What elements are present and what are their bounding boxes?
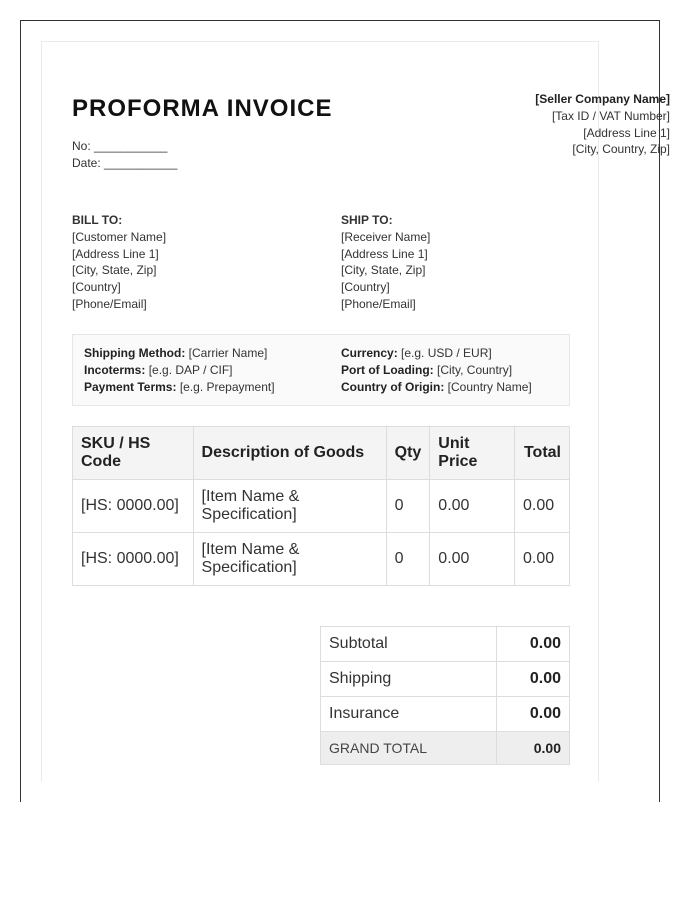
header-qty: Qty [386, 427, 430, 480]
shipping-info-box [72, 334, 570, 406]
ship-to-line: [Country] [341, 280, 390, 295]
cell-qty: 0 [386, 533, 430, 586]
bill-to-line: [Address Line 1] [72, 246, 159, 261]
invoice-date-field: Date: ___________ [72, 155, 178, 170]
grand-total-value: 0.00 [497, 732, 570, 765]
cell-unit-price: 0.00 [430, 533, 515, 586]
bill-to-block [72, 212, 166, 313]
ship-to-line: [Address Line 1] [341, 246, 428, 261]
grand-total-row [321, 732, 570, 765]
grand-total-label: GRAND TOTAL [321, 732, 497, 765]
header-sku: SKU / HS Code [73, 427, 194, 480]
items-table [72, 426, 570, 586]
seller-city: [City, Country, Zip] [572, 142, 670, 157]
totals-table [320, 626, 570, 765]
seller-name: [Seller Company Name] [535, 92, 670, 106]
cell-total: 0.00 [514, 480, 569, 533]
shipping-info-left [84, 345, 275, 396]
cell-total: 0.00 [514, 533, 569, 586]
header-total: Total [514, 427, 569, 480]
ship-to-block [341, 212, 430, 313]
invoice-title: PROFORMA INVOICE [72, 95, 333, 122]
insurance-value: 0.00 [497, 697, 570, 732]
shipping-info-right [341, 345, 532, 396]
bill-to-line: [Country] [72, 280, 121, 295]
shipping-label: Shipping [321, 662, 497, 697]
ship-to-line: [City, State, Zip] [341, 263, 426, 278]
header-unit-price: Unit Price [430, 427, 515, 480]
bill-to-line: [Customer Name] [72, 229, 167, 244]
bill-to-heading: BILL TO: [72, 213, 123, 227]
cell-sku: [HS: 0000.00] [73, 533, 194, 586]
subtotal-value: 0.00 [497, 627, 570, 662]
subtotal-label: Subtotal [321, 627, 497, 662]
insurance-row [321, 697, 570, 732]
ship-to-line: [Receiver Name] [341, 229, 431, 244]
country-of-origin-row: Country of Origin: [Country Name] [341, 380, 532, 394]
bill-to-line: [Phone/Email] [72, 296, 147, 311]
seller-address: [Address Line 1] [583, 125, 670, 140]
cell-qty: 0 [386, 480, 430, 533]
insurance-label: Insurance [321, 697, 497, 732]
shipping-row [321, 662, 570, 697]
bill-to-line: [City, State, Zip] [72, 263, 157, 278]
shipping-value: 0.00 [497, 662, 570, 697]
invoice-number-field: No: ___________ [72, 139, 168, 153]
ship-to-heading: SHIP TO: [341, 213, 393, 227]
currency-row: Currency: [e.g. USD / EUR] [341, 346, 492, 360]
port-of-loading-row: Port of Loading: [City, Country] [341, 363, 513, 377]
table-row [73, 533, 570, 586]
shipping-method-row: Shipping Method: [Carrier Name] [84, 346, 268, 360]
cell-unit-price: 0.00 [430, 480, 515, 533]
header-description: Description of Goods [193, 427, 386, 480]
payment-terms-row: Payment Terms: [e.g. Prepayment] [84, 380, 275, 394]
table-row [73, 480, 570, 533]
incoterms-row: Incoterms: [e.g. DAP / CIF] [84, 363, 233, 377]
cell-description: [Item Name & Specification] [193, 480, 386, 533]
cell-sku: [HS: 0000.00] [73, 480, 194, 533]
invoice-meta [72, 138, 177, 171]
seller-block [535, 91, 670, 158]
seller-tax-id: [Tax ID / VAT Number] [551, 108, 670, 123]
cell-description: [Item Name & Specification] [193, 533, 386, 586]
items-header-row [73, 427, 570, 480]
ship-to-line: [Phone/Email] [341, 296, 416, 311]
subtotal-row [321, 627, 570, 662]
